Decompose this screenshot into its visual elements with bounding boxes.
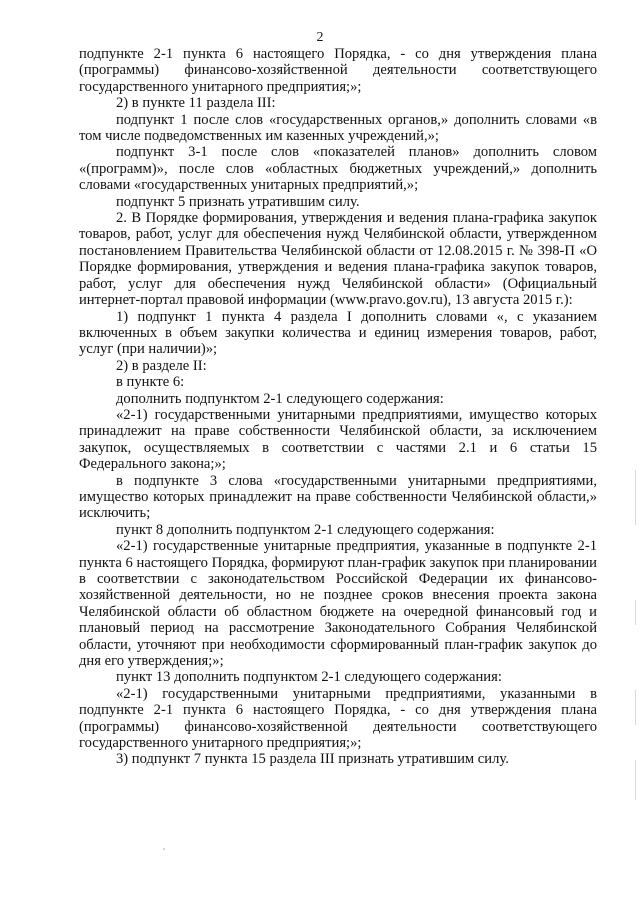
page-number: 2	[316, 30, 324, 45]
paragraph: 2) в пункте 11 раздела III:	[116, 95, 276, 112]
paragraph: дополнить подпунктом 2-1 следующего содержания:	[116, 390, 444, 407]
paragraph: 2) в разделе II:	[116, 357, 207, 374]
paragraph: подпункте 2-1 пункта 6 настоящего Порядка, - со дня утверждения плана (программы) финансово-хозяйственной деятельности соответствующего государственного унитарного предприятия;»;	[79, 46, 597, 95]
paragraph: подпункт 3-1 после слов «показателей планов» дополнить словом «(программ)», после слов «областных бюджетных учреждений,» дополнить словами «государственных унитарных предприятий,»;	[79, 144, 597, 194]
paragraph: 1) подпункт 1 пункта 4 раздела I дополнить словами «, с указанием включенных в объем закупки количества и единиц измерения товаров, работ, услуг (при наличии)»;	[79, 308, 597, 358]
scan-edge-mark	[635, 470, 636, 525]
paragraph: «2-1) государственными унитарными предприятиями, указанными в подпункте 2-1 пункта 6 настоящего Порядка, - со дня утверждения плана (программы) финансово-хозяйственной деятельности соответствующего государственного унитарного предприятия;»;	[79, 685, 597, 752]
paragraph: подпункт 5 признать утратившим силу.	[116, 193, 360, 210]
paragraph: «2-1) государственные унитарные предприятия, указанные в подпункте 2-1 пункта 6 настоящего Порядка, формируют план-график закупок при планировании в соответствии с законодательством Российской Федерации их финансово-хозяйственной деятельности, но не позднее сроков внесения проекта закона Челябинской области об областном бюджете на очередной финансовый год и плановый период на рассмотрение Законодательного Собрания Челябинской области, уточняют при необходимости сформированный план-график закупок до дня его утверждения;»;	[79, 538, 597, 670]
paragraph: 2. В Порядке формирования, утверждения и ведения плана-графика закупок товаров, работ, услуг для обеспечения нужд Челябинской области, утвержденном постановлением Правительства Челябинской области от 12.08.2015 г. № 398-П «О Порядке формирования, утверждения и ведения плана-графика закупок товаров, работ, услуг для обеспечения нужд Челябинской области» (Официальный интернет-портал правовой информации (www.pravo.gov.ru), 13 августа 2015 г.):	[79, 210, 597, 309]
paragraph: в подпункте 3 слова «государственными унитарными предприятиями, имущество которых принадлежит на праве собственности Челябинской области,» исключить;	[79, 472, 597, 522]
scan-edge-mark	[635, 600, 636, 625]
paragraph: «2-1) государственными унитарными предприятиями, имущество которых принадлежит на праве собственности Челябинской области, за исключением закупок, осуществляемых в соответствии с частями 2.1 и 6 статьи 15 Федерального закона;»;	[79, 406, 597, 473]
paragraph: пункт 13 дополнить подпунктом 2-1 следующего содержания:	[116, 669, 502, 686]
scan-edge-mark	[635, 690, 636, 725]
paragraph: пункт 8 дополнить подпунктом 2-1 следующего содержания:	[116, 521, 495, 538]
paragraph: подпункт 1 после слов «государственных органов,» дополнить словами «в том числе подведомственных им казенных учреждений,»;	[79, 111, 597, 145]
paragraph: 3) подпункт 7 пункта 15 раздела III признать утратившим силу.	[116, 751, 509, 768]
scan-speck	[163, 848, 165, 850]
scan-edge-mark	[635, 760, 636, 800]
document-body	[79, 46, 597, 768]
paragraph: в пункте 6:	[116, 374, 185, 391]
